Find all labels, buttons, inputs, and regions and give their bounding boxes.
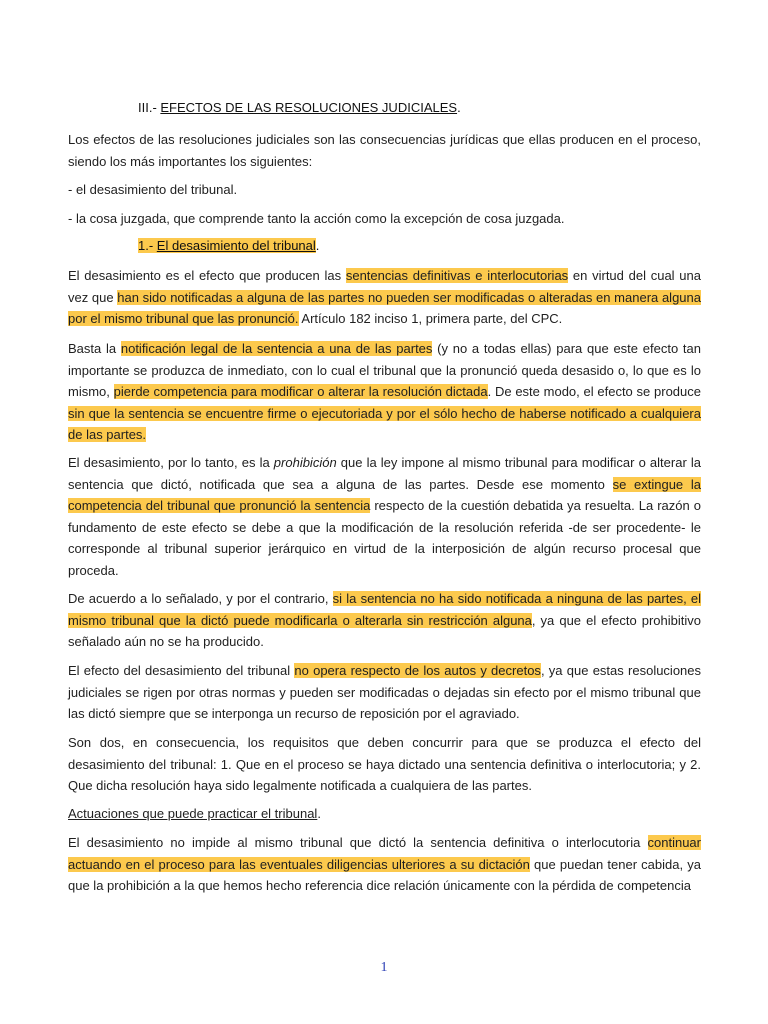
section-title-suffix: .	[457, 100, 461, 115]
section-number: III.-	[138, 100, 161, 115]
highlight: continuar actuando en el proceso para las eventuales diligencias ulteriores a su dictación	[68, 835, 701, 872]
paragraph-prohibition	[68, 452, 701, 582]
text-span: Artículo 182 inciso 1, primera parte, del CPC.	[298, 311, 563, 327]
text-span: El desasimiento no impide al mismo tribunal que dictó la sentencia definitiva o interlocutoria	[68, 835, 648, 850]
text-span: El efecto del desasimiento del tribunal	[68, 663, 295, 678]
text-span: De acuerdo a lo señalado, y por el contrario,	[68, 591, 333, 606]
actuaciones-suffix: .	[317, 806, 321, 821]
highlight: han sido notificadas a alguna de las partes no pueden ser modificadas o alteradas en manera alguna por el mismo tribunal que las pronunció.	[68, 289, 701, 327]
highlight: pierde competencia para modificar o alterar la resolución dictada	[113, 384, 488, 400]
subsection-heading-highlight	[138, 238, 316, 253]
paragraph-autos-decretos	[68, 660, 701, 725]
actuaciones-title: Actuaciones que puede practicar el tribunal	[68, 806, 318, 821]
subsection-number: 1.-	[138, 238, 157, 253]
paragraph-contrary	[68, 588, 701, 653]
text-span: , ya que estas resoluciones judiciales se rigen por otras normas y pueden ser modificadas o dejadas sin efecto por el mismo tribunal que las dictó siempre que se interponga un recurso de reposición por el agraviado.	[68, 663, 702, 722]
text-span: respecto de la cuestión debatida ya resuelta. La razón o fundamento de este efecto se debe a que la modificación de la resolución referida -de ser procedente- le corresponde al tribunal superior jerárquico en virtud de la interposición de algún recurso procesal que proceda.	[68, 498, 701, 578]
paragraph-definition	[68, 265, 701, 330]
highlight: notificación legal de la sentencia a una de las partes	[120, 341, 433, 356]
text-span: que la ley impone al mismo tribunal para modificar o alterar la sentencia que dictó, notificada que sea a alguna de las partes. Desde ese momento	[68, 455, 701, 492]
text-span: en virtud del cual una vez que	[68, 268, 701, 305]
subsection-heading	[138, 238, 319, 253]
subsection-suffix: .	[315, 238, 320, 253]
text-span: Basta la	[68, 341, 121, 356]
intro-paragraph: Los efectos de las resoluciones judiciales son las consecuencias jurídicas que ellas producen en el proceso, siendo los más importantes los siguientes:	[68, 132, 701, 169]
list-item-desasimiento: - el desasimiento del tribunal.	[68, 182, 238, 197]
highlight: no opera respecto de los autos y decretos	[294, 663, 541, 678]
highlight: sin que la sentencia se encuentre firme o ejecutoriada y por el sólo hecho de haberse notificado a cualquiera de las partes.	[68, 405, 701, 443]
section-heading	[138, 100, 461, 115]
highlight: si la sentencia no ha sido notificada a ninguna de las partes, el mismo tribunal que la dictó puede modificarla o alterarla sin restricción alguna	[68, 591, 701, 628]
actuaciones-heading	[68, 803, 701, 825]
page-number: 1	[380, 960, 388, 975]
section-title: EFECTOS DE LAS RESOLUCIONES JUDICIALES	[160, 100, 458, 115]
text-span: (y no a todas ellas) para que este efecto tan importante se produzca de inmediato, con lo cual el tribunal que la pronunció queda desasido o, lo que es lo mismo,	[68, 341, 701, 400]
highlight: se extingue la competencia del tribunal que pronunció la sentencia	[68, 476, 701, 514]
text-span: que puedan tener cabida, ya que la prohibición a la que hemos hecho referencia dice relación únicamente con la pérdida de competencia	[68, 856, 701, 894]
text-span: El desasimiento es el efecto que producen las	[68, 268, 346, 283]
highlight: sentencias definitivas e interlocutorias	[345, 268, 569, 283]
text-span: El desasimiento, por lo tanto, es la	[68, 455, 274, 470]
text-span: , ya que el efecto prohibitivo señalado aún no se ha producido.	[68, 612, 701, 650]
subsection-title: El desasimiento del tribunal	[156, 238, 316, 253]
paragraph-actuaciones	[68, 832, 701, 897]
paragraph-requirements: Son dos, en consecuencia, los requisitos que deben concurrir para que se produzca el efecto del desasimiento del tribunal: 1. Que en el proceso se haya dictado una sentencia definitiva o interlocutoria; y 2. Que dicha resolución haya sido legalmente notificada a cualquiera de las partes.	[68, 735, 701, 794]
list-item-cosa-juzgada: - la cosa juzgada, que comprende tanto la acción como la excepción de cosa juzgada.	[68, 211, 565, 226]
text-span: . De este modo, el efecto se produce	[487, 384, 701, 400]
paragraph-notification	[68, 338, 701, 446]
italic-term: prohibición	[273, 455, 337, 470]
